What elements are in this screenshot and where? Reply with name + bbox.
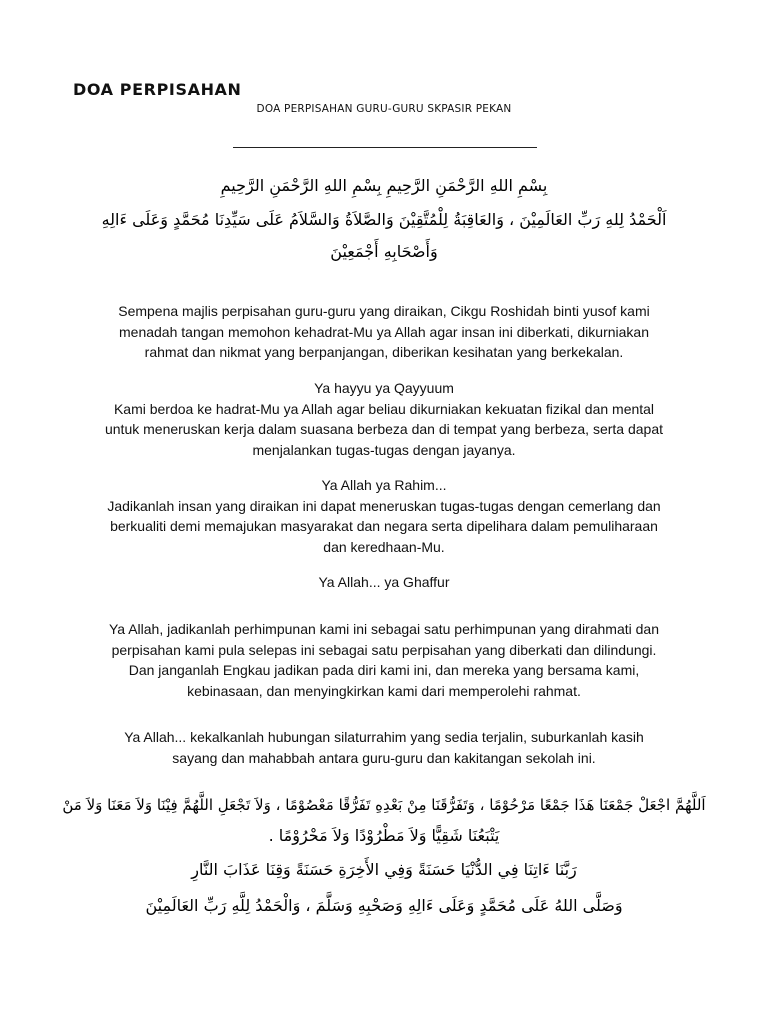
title-divider	[233, 147, 537, 148]
arabic-doa-line-1: اَللَّهُمَّ اجْعَلْ جَمْعَنَا هَذَا جَمْعًا مَرْحُوْمًا ، وَتَفَرُّقَنَا مِنْ بَعْدِهِ تَفَرُّقًا مَعْصُوْمًا ، وَلاَ تَجْعَلِ اللَّهُمَّ فِيْنَا وَلاَ مَعَنَا وَلاَ مَنْ	[62, 796, 706, 814]
paragraph-line: dan keredhaan-Mu.	[323, 538, 445, 555]
paragraph-ghaffur	[60, 572, 708, 593]
paragraph-line: Sempena majlis perpisahan guru-guru yang diraikan, Cikgu Roshidah binti yusof kami	[118, 303, 650, 319]
paragraph-silaturrahim	[60, 727, 708, 768]
paragraph-line: berkualiti demi memajukan masyarakat dan negara serta dipelihara dalam pemuliharaan	[110, 518, 658, 534]
paragraph-line: menjalankan tugas-tugas dengan jayanya.	[252, 441, 516, 458]
paragraph-line: menadah tangan memohon kehadrat-Mu ya Allah agar insan ini diberkati, dikurniakan	[119, 323, 649, 340]
paragraph-perhimpunan	[60, 619, 708, 701]
paragraph-line: Ya Allah, jadikanlah perhimpunan kami ini sebagai satu perhimpunan yang dirahmati dan	[109, 621, 659, 637]
arabic-basmala: بِسْمِ اللهِ الرَّحْمَنِ الرَّحِيمِ بِسْمِ اللهِ الرَّحْمَنِ الرَّحِيمِ	[220, 176, 548, 195]
paragraph-heading-line: Ya hayyu ya Qayyuum	[314, 380, 454, 396]
paragraph-line: Dan janganlah Engkau jadikan pada diri kami ini, dan mereka yang bersama kami,	[128, 662, 640, 678]
paragraph-line: Ya Allah... kekalkanlah hubungan silaturrahim yang sedia terjalin, suburkanlah kasih	[124, 729, 644, 745]
arabic-hamdalah-line-1: اَلْحَمْدُ لِلهِ رَبِّ العَالَمِيْنَ ، وَالعَاقِبَةُ لِلْمُتَّقِيْنَ وَالصَّلاَةُ وَالسَّلاَمُ عَلَى سَيِّدِنَا مُحَمَّدٍ وَعَلَى ءَالِهِ	[101, 210, 667, 229]
paragraph-hayyu-qayyuum	[60, 378, 708, 460]
paragraph-line: kebinasaan, dan menyingkirkan kami dari memperolehi rahmat.	[187, 682, 581, 699]
paragraph-line: untuk meneruskan kerja dalam suasana berbeza dan di tempat yang berbeza, serta dapat	[104, 421, 664, 437]
paragraph-line: perpisahan kami pula selepas ini sebagai satu perpisahan yang diberkati dan dilindungi.	[111, 641, 657, 658]
arabic-doa-line-2: يَتْبَعُنَا شَقِيًّا وَلاَ مَطْرُوْدًا وَلاَ مَحْرُوْمًا .	[268, 826, 500, 845]
paragraph-intro	[60, 301, 708, 363]
paragraph-heading-line: Ya Allah... ya Ghaffur	[318, 574, 450, 590]
paragraph-line: sayang dan mahabbah antara guru-guru dan kakitangan sekolah ini.	[172, 749, 596, 766]
arabic-doa-line-4: وَصَلَّى اللهُ عَلَى مُحَمَّدٍ وَعَلَى ءَالِهِ وَصَحْبِهِ وَسَلَّمَ ، وَالْحَمْدُ لِلَّهِ رَبِّ العَالَمِيْنَ	[145, 896, 623, 915]
paragraph-heading-line: Ya Allah ya Rahim...	[321, 477, 447, 493]
document-subtitle: DOA PERPISAHAN GURU-GURU SKPASIR PEKAN	[256, 103, 512, 115]
paragraph-line: Kami berdoa ke hadrat-Mu ya Allah agar beliau dikurniakan kekuatan fizikal dan mental	[113, 400, 655, 417]
arabic-doa-line-3: رَبَّنَا ءَاتِنَا فِي الدُّنْيَا حَسَنَةً وَفِي الأَخِرَةِ حَسَنَةً وَقِنَا عَذَابَ النَّارِ	[191, 860, 577, 879]
paragraph-line: rahmat dan nikmat yang berpanjangan, diberikan kesihatan yang berkekalan.	[144, 344, 624, 360]
arabic-hamdalah-line-2: وَأَصْحَابِهِ أَجْمَعِيْنَ	[330, 242, 438, 261]
paragraph-allah-rahim	[60, 475, 708, 557]
paragraph-line: Jadikanlah insan yang diraikan ini dapat meneruskan tugas-tugas dengan cemerlang dan	[107, 497, 661, 514]
document-title: DOA PERPISAHAN	[73, 80, 242, 99]
